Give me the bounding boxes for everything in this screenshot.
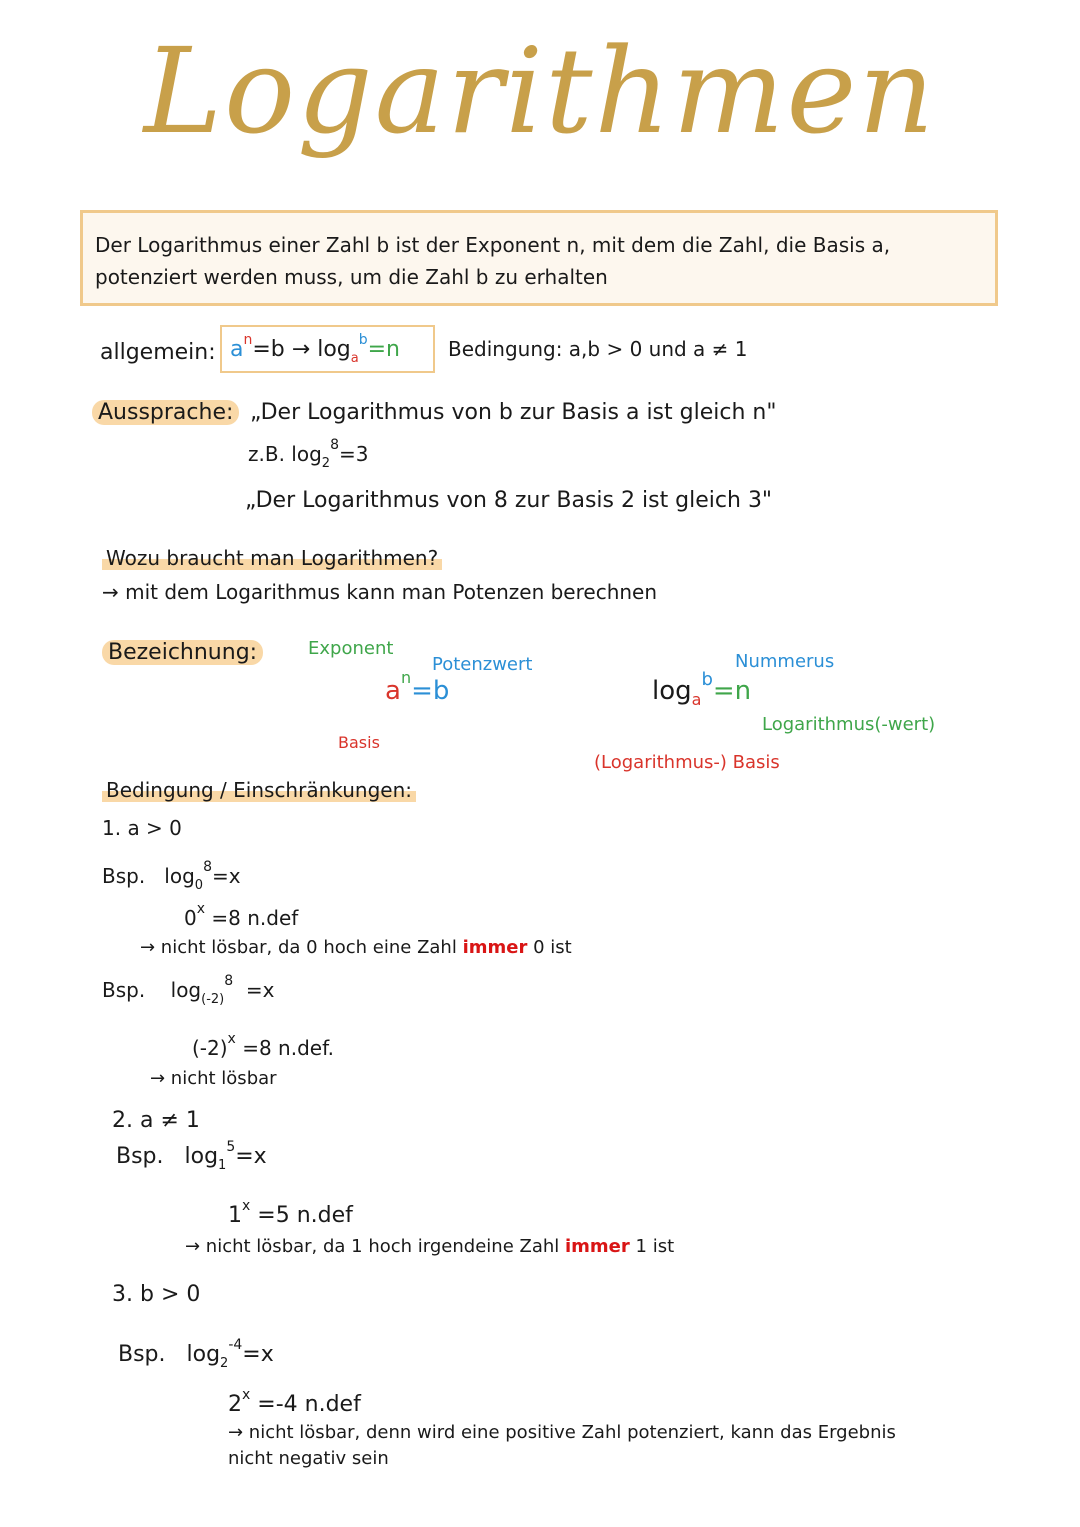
label-logarithmus-basis: (Logarithmus-) Basis <box>594 752 780 773</box>
condition-2: 2. a ≠ 1 <box>112 1108 200 1133</box>
example-4-note-1: → nicht lösbar, denn wird eine positive Zahl potenziert, kann das Ergebnis <box>228 1422 896 1443</box>
label-logarithmuswert: Logarithmus(-wert) <box>762 714 936 735</box>
formula-log-base-a: a <box>350 351 359 366</box>
why-question: Wozu braucht man Logarithmen? <box>102 546 442 570</box>
label-exponent: Exponent <box>308 638 394 659</box>
example-3-note: → nicht lösbar, da 1 hoch irgendeine Zahl immer 1 ist <box>185 1236 675 1257</box>
pronunciation-example: z.B. $\log_2^8=3$ <box>248 437 369 471</box>
example-3: Bsp. $\log_1^5=x$ <box>116 1139 267 1173</box>
condition-1: 1. a > 0 <box>102 816 182 840</box>
example-2-step: $(-2)^x =8$ n.def. <box>192 1031 335 1060</box>
formula-log-arg-b: b <box>358 332 368 348</box>
pronunciation-line-1: „Der Logarithmus von b zur Basis a ist gleich n" <box>250 400 777 425</box>
formula-exponent-n: n <box>243 332 253 348</box>
general-formula <box>230 332 400 366</box>
pronunciation-line-2: „Der Logarithmus von 8 zur Basis 2 ist gleich 3" <box>245 488 773 513</box>
formula-eq-n: =n <box>367 337 400 362</box>
definition-box <box>80 210 998 306</box>
formula-eq-b: =b <box>252 337 285 362</box>
formula-log: log <box>317 337 351 362</box>
label-basis: Basis <box>338 733 380 752</box>
why-answer: → mit dem Logarithmus kann man Potenzen berechnen <box>102 580 658 604</box>
definition-line-2: potenziert werden muss, um die Zahl b zu erhalten <box>95 265 608 289</box>
definition-line-1: Der Logarithmus einer Zahl b ist der Exponent n, mit dem die Zahl, die Basis a, <box>95 233 891 257</box>
example-4-step: 2$^x$ =-4 n.def <box>228 1387 361 1417</box>
formula-arrow: → <box>291 337 311 362</box>
example-1-note: → nicht lösbar, da 0 hoch eine Zahl immer 0 ist <box>140 937 572 958</box>
page-title: Logarithmen <box>143 22 937 160</box>
naming-power-formula: $a^n=b$ <box>385 668 450 706</box>
general-condition: Bedingung: a,b > 0 und a ≠ 1 <box>448 337 748 361</box>
formula-base-a: a <box>230 337 244 362</box>
example-1: Bsp. $\log_0^8=x$ <box>102 859 241 893</box>
label-potenzwert: Potenzwert <box>432 654 533 675</box>
example-4-note-2: nicht negativ sein <box>228 1448 389 1469</box>
example-1-step: 0$^x$ =8 n.def <box>184 901 299 930</box>
example-4: Bsp. $\log_2^{-4}=x$ <box>118 1337 274 1371</box>
general-label: allgemein: <box>100 340 216 365</box>
example-2: Bsp. $\log_{(-2)}^8 =x$ <box>102 973 275 1007</box>
pronunciation-label: Aussprache: <box>92 400 239 425</box>
naming-log-formula: $\log_a^b=n$ <box>652 669 752 709</box>
condition-3: 3. b > 0 <box>112 1282 201 1307</box>
example-2-note: → nicht lösbar <box>150 1068 277 1089</box>
example-3-step: 1$^x$ =5 n.def <box>228 1198 353 1228</box>
naming-label: Bezeichnung: <box>102 640 263 665</box>
label-nummerus: Nummerus <box>735 651 835 672</box>
conditions-heading: Bedingung / Einschränkungen: <box>102 778 416 802</box>
